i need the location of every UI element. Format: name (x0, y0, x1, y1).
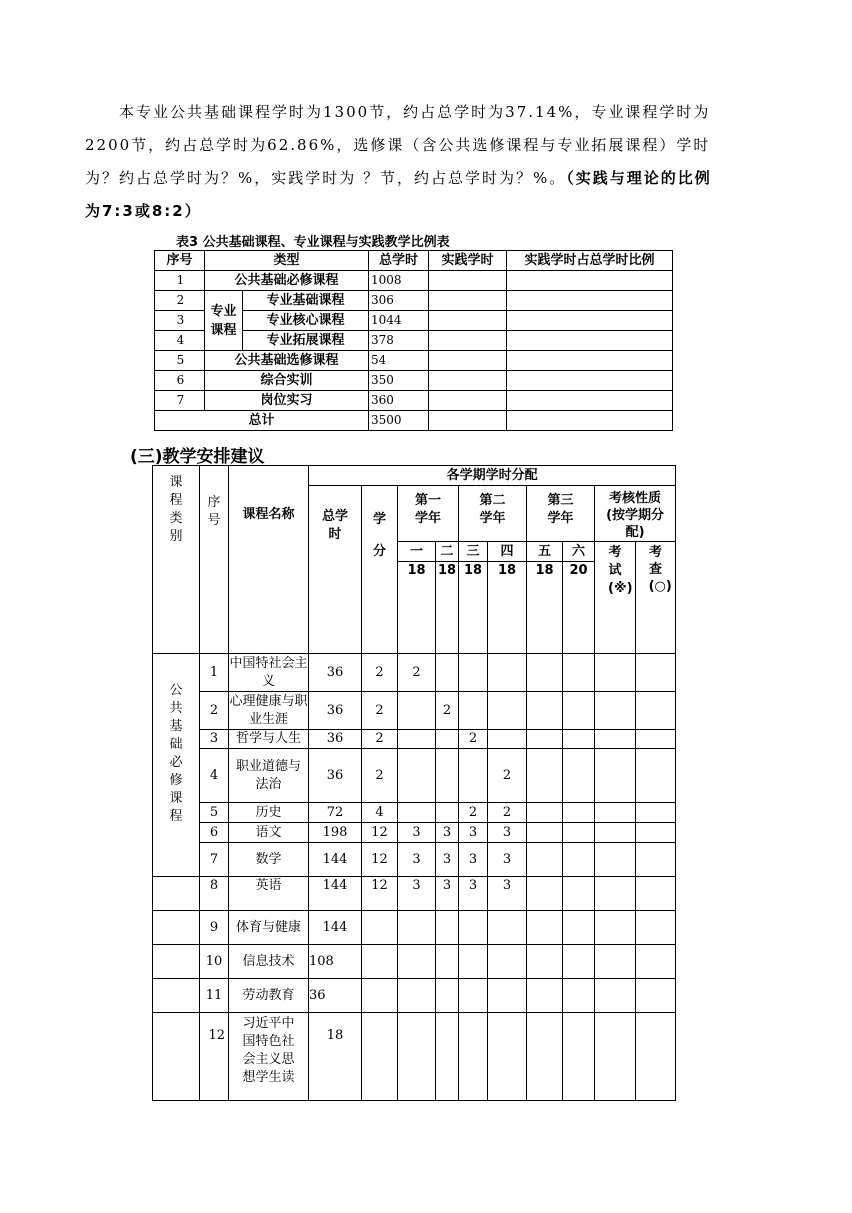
row-name: 数学 (229, 843, 309, 877)
row-practice (429, 271, 507, 291)
row-practice (429, 291, 507, 311)
row-s2 (436, 654, 459, 692)
header-no: 序号 (155, 251, 205, 271)
paragraph-line-1: 本专业公共基础课程学时为1300节，约占总学时为37.14%，专业课程学时为 (119, 103, 711, 121)
row-hours: 108 (309, 945, 362, 979)
row-exam (595, 803, 636, 823)
ratio-table (154, 250, 673, 431)
row-s6 (563, 1013, 595, 1101)
row-hours: 36 (309, 654, 362, 692)
h-exam (595, 542, 636, 654)
row-s6 (563, 877, 595, 911)
row-exam (595, 945, 636, 979)
h-year3 (527, 486, 595, 542)
h-year1 (398, 486, 459, 542)
row-no: 8 (200, 877, 229, 911)
h-distribution: 各学期学时分配 (309, 466, 676, 486)
row-hours: 36 (309, 749, 362, 803)
table-row (153, 654, 676, 692)
row-hours: 1044 (369, 311, 429, 331)
table-row (155, 371, 673, 391)
row-check (636, 823, 676, 843)
schedule-table (152, 465, 676, 1101)
row-exam (595, 843, 636, 877)
row-credit: 12 (362, 877, 398, 911)
row-s5 (527, 654, 563, 692)
row-s1 (398, 803, 436, 823)
row-s2 (436, 749, 459, 803)
row-name: 劳动教育 (229, 979, 309, 1013)
header-type: 类型 (205, 251, 369, 271)
row-s6 (563, 843, 595, 877)
row-s1 (398, 730, 436, 749)
row-s3 (459, 692, 488, 730)
row-s2 (436, 979, 459, 1013)
row-s6 (563, 911, 595, 945)
h-year2-text: 第二学年 (479, 493, 506, 526)
row-s5 (527, 945, 563, 979)
h-sem-3: 三 (459, 542, 488, 562)
group-cell (153, 654, 200, 877)
row-type: 专业基础课程 (243, 291, 369, 311)
group-cell-empty (153, 877, 200, 911)
row-credit: 12 (362, 843, 398, 877)
section-title: (三)教学安排建议 (130, 447, 265, 467)
row-credit: 12 (362, 823, 398, 843)
row-no: 6 (155, 371, 205, 391)
row-s6 (563, 803, 595, 823)
row-no: 1 (200, 654, 229, 692)
row-s1: 3 (398, 843, 436, 877)
group-cell-empty (153, 1013, 200, 1101)
row-s3 (459, 1013, 488, 1101)
group-cell-empty (153, 945, 200, 979)
row-s3 (459, 911, 488, 945)
row-exam (595, 877, 636, 911)
group-professional (205, 291, 243, 351)
row-s1 (398, 749, 436, 803)
h-weeks-3: 18 (459, 562, 488, 654)
total-hours: 3500 (369, 411, 429, 431)
row-no: 3 (200, 730, 229, 749)
table-row (153, 945, 676, 979)
row-no: 7 (155, 391, 205, 411)
table-row (153, 1013, 676, 1101)
row-no: 6 (200, 823, 229, 843)
header-ratio: 实践学时占总学时比例 (507, 251, 673, 271)
h-assess-text: 考核性质 (按学期分配) (606, 491, 665, 540)
row-s3: 3 (459, 877, 488, 911)
row-credit: 4 (362, 803, 398, 823)
row-s1: 2 (398, 654, 436, 692)
row-credit: 2 (362, 692, 398, 730)
row-practice (429, 371, 507, 391)
row-name: 历史 (229, 803, 309, 823)
header-hours: 总学时 (369, 251, 429, 271)
row-name-text: 职业道德与法治 (235, 758, 301, 792)
row-credit (362, 979, 398, 1013)
total-ratio (507, 411, 673, 431)
row-exam (595, 749, 636, 803)
row-hours: 144 (309, 877, 362, 911)
h-weeks-6: 20 (563, 562, 595, 654)
h-no-text: 序号 (207, 495, 221, 528)
group-cell-empty (153, 911, 200, 945)
table-row (155, 291, 673, 311)
h-year1-text: 第一学年 (414, 493, 441, 526)
row-no: 12 (200, 1013, 229, 1101)
row-s5 (527, 877, 563, 911)
row-name: 体育与健康 (229, 911, 309, 945)
row-s2 (436, 945, 459, 979)
row-check (636, 979, 676, 1013)
h-assess (595, 486, 676, 542)
row-s6 (563, 945, 595, 979)
row-s4: 2 (488, 749, 527, 803)
row-no: 5 (200, 803, 229, 823)
row-exam (595, 1013, 636, 1101)
row-name: 语文 (229, 823, 309, 843)
row-s3 (459, 945, 488, 979)
h-weeks-2: 18 (436, 562, 459, 654)
row-check (636, 945, 676, 979)
row-ratio (507, 331, 673, 351)
h-category-text: 课程类别 (169, 475, 183, 544)
h-credit-text: 学分 (372, 512, 386, 559)
h-sem-5: 五 (527, 542, 563, 562)
row-type: 公共基础选修课程 (205, 351, 369, 371)
row-ratio (507, 351, 673, 371)
row-s1: 3 (398, 877, 436, 911)
table-row (153, 911, 676, 945)
table-row (155, 271, 673, 291)
row-s3 (459, 749, 488, 803)
row-check (636, 730, 676, 749)
row-practice (429, 331, 507, 351)
h-sem-4: 四 (488, 542, 527, 562)
row-type: 综合实训 (205, 371, 369, 391)
paragraph-line-2: 2200节，约占总学时为62.86%，选修课（含公共选修课程与专业拓展课程）学时 (85, 136, 711, 154)
row-name: 信息技术 (229, 945, 309, 979)
table-total-row (155, 411, 673, 431)
row-s1 (398, 692, 436, 730)
row-no: 9 (200, 911, 229, 945)
row-s2 (436, 730, 459, 749)
h-exam-text: 考试(※) (608, 545, 633, 596)
table-row (153, 843, 676, 877)
row-hours: 36 (309, 730, 362, 749)
row-check (636, 749, 676, 803)
row-name-text: 习近平中国特色社会主义思想学生读 (242, 1016, 295, 1085)
paragraph-line-3-text: 为？约占总学时为？%，实践学时为 ？节，约占总学时为？%。 (85, 169, 567, 187)
row-hours: 144 (309, 911, 362, 945)
row-exam (595, 823, 636, 843)
h-weeks-1: 18 (398, 562, 436, 654)
row-s6 (563, 692, 595, 730)
row-name (229, 1013, 309, 1101)
row-hours: 72 (309, 803, 362, 823)
h-sem-6: 六 (563, 542, 595, 562)
row-s2 (436, 911, 459, 945)
group-cell-empty (153, 979, 200, 1013)
row-hours: 36 (309, 979, 362, 1013)
h-total (309, 486, 362, 654)
row-no: 7 (200, 843, 229, 877)
row-s5 (527, 823, 563, 843)
row-ratio (507, 311, 673, 331)
row-check (636, 692, 676, 730)
row-credit: 2 (362, 730, 398, 749)
row-type: 岗位实习 (205, 391, 369, 411)
row-name: 中国特社会主义 (229, 654, 309, 692)
row-no: 2 (155, 291, 205, 311)
group-label: 公共基础必修课程 (169, 683, 183, 824)
h-no (200, 466, 229, 654)
row-s1: 3 (398, 823, 436, 843)
row-s5 (527, 911, 563, 945)
row-s4 (488, 979, 527, 1013)
row-name (229, 749, 309, 803)
row-s2: 3 (436, 877, 459, 911)
row-s5 (527, 1013, 563, 1101)
row-s4: 3 (488, 823, 527, 843)
header-row-1 (153, 466, 676, 486)
row-s5 (527, 843, 563, 877)
row-s2: 3 (436, 823, 459, 843)
h-total-text: 总学时 (321, 509, 348, 542)
row-no: 4 (200, 749, 229, 803)
row-no: 3 (155, 311, 205, 331)
row-no: 11 (200, 979, 229, 1013)
table-row (153, 692, 676, 730)
total-label: 总计 (155, 411, 369, 431)
row-no: 5 (155, 351, 205, 371)
row-check (636, 911, 676, 945)
h-weeks-5: 18 (527, 562, 563, 654)
row-hours: 360 (369, 391, 429, 411)
h-year3-text: 第三学年 (547, 493, 574, 526)
h-weeks-4: 18 (488, 562, 527, 654)
row-hours: 350 (369, 371, 429, 391)
h-name-text: 课程名称 (242, 507, 295, 522)
table-row (153, 979, 676, 1013)
h-check-text: 考查(○) (648, 545, 672, 594)
row-ratio (507, 371, 673, 391)
row-s5 (527, 979, 563, 1013)
table3-caption: 表3 公共基础课程、专业课程与实践教学比例表 (176, 235, 450, 250)
row-ratio (507, 391, 673, 411)
row-s3: 3 (459, 823, 488, 843)
row-type: 专业拓展课程 (243, 331, 369, 351)
row-s1 (398, 911, 436, 945)
row-s3 (459, 654, 488, 692)
row-hours: 1008 (369, 271, 429, 291)
row-exam (595, 911, 636, 945)
row-practice (429, 351, 507, 371)
row-s3 (459, 979, 488, 1013)
total-practice (429, 411, 507, 431)
row-s4 (488, 730, 527, 749)
row-hours: 198 (309, 823, 362, 843)
row-exam (595, 654, 636, 692)
row-credit (362, 945, 398, 979)
table-row (153, 877, 676, 911)
row-s4 (488, 1013, 527, 1101)
row-s5 (527, 749, 563, 803)
row-credit: 2 (362, 654, 398, 692)
row-ratio (507, 271, 673, 291)
row-exam (595, 692, 636, 730)
row-type: 公共基础必修课程 (205, 271, 369, 291)
row-ratio (507, 291, 673, 311)
table-row (153, 730, 676, 749)
paragraph-line-3-bold: （实践与理论的比例 (566, 169, 712, 187)
h-sem-1: 一 (398, 542, 436, 562)
row-s4: 3 (488, 877, 527, 911)
row-type: 专业核心课程 (243, 311, 369, 331)
row-name: 英语 (229, 877, 309, 911)
row-hours: 144 (309, 843, 362, 877)
row-hours: 36 (309, 692, 362, 730)
row-s5 (527, 692, 563, 730)
row-no: 10 (200, 945, 229, 979)
table-row (153, 823, 676, 843)
row-s2: 2 (436, 692, 459, 730)
h-name (229, 466, 309, 654)
row-s4: 3 (488, 843, 527, 877)
paragraph-line-4: 为7:3或8:2） (85, 202, 202, 220)
row-hours: 306 (369, 291, 429, 311)
row-s4 (488, 654, 527, 692)
row-s1 (398, 979, 436, 1013)
row-s6 (563, 730, 595, 749)
row-s2: 3 (436, 843, 459, 877)
table-header-row (155, 251, 673, 271)
h-check (636, 542, 676, 654)
row-check (636, 877, 676, 911)
row-check (636, 654, 676, 692)
h-year2 (459, 486, 527, 542)
paragraph-line-3 (85, 162, 712, 195)
h-sem-2: 二 (436, 542, 459, 562)
row-s5 (527, 730, 563, 749)
row-s4: 2 (488, 803, 527, 823)
row-hours: 54 (369, 351, 429, 371)
row-credit (362, 1013, 398, 1101)
row-s3: 2 (459, 730, 488, 749)
row-credit (362, 911, 398, 945)
row-s2 (436, 803, 459, 823)
row-no: 4 (155, 331, 205, 351)
row-s4 (488, 945, 527, 979)
table-row (153, 749, 676, 803)
row-no: 1 (155, 271, 205, 291)
row-exam (595, 979, 636, 1013)
row-s4 (488, 692, 527, 730)
row-s1 (398, 1013, 436, 1101)
row-check (636, 803, 676, 823)
row-exam (595, 730, 636, 749)
table-row (153, 803, 676, 823)
row-check (636, 843, 676, 877)
row-hours: 378 (369, 331, 429, 351)
row-name: 哲学与人生 (229, 730, 309, 749)
row-check (636, 1013, 676, 1101)
row-s6 (563, 823, 595, 843)
h-credit (362, 486, 398, 654)
row-s5 (527, 803, 563, 823)
table-row (155, 391, 673, 411)
row-no: 2 (200, 692, 229, 730)
row-name: 心理健康与职业生涯 (229, 692, 309, 730)
row-credit: 2 (362, 749, 398, 803)
row-s6 (563, 654, 595, 692)
group-label: 专业课程 (210, 303, 237, 338)
row-practice (429, 391, 507, 411)
row-hours: 18 (309, 1013, 362, 1101)
row-s6 (563, 979, 595, 1013)
row-s4 (488, 911, 527, 945)
row-s2 (436, 1013, 459, 1101)
row-s3: 3 (459, 843, 488, 877)
table-row (155, 351, 673, 371)
row-s1 (398, 945, 436, 979)
row-s6 (563, 749, 595, 803)
row-s3: 2 (459, 803, 488, 823)
header-practice: 实践学时 (429, 251, 507, 271)
h-category (153, 466, 200, 654)
row-practice (429, 311, 507, 331)
